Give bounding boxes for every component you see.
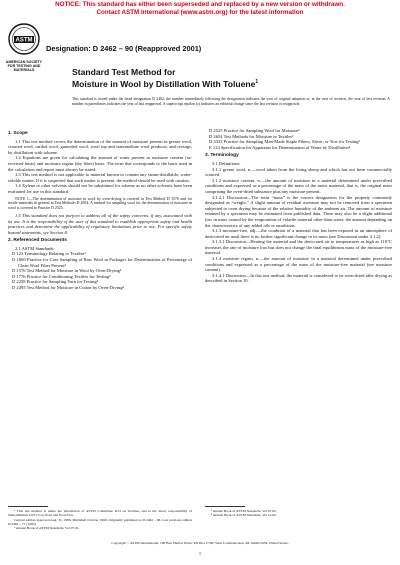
paragraph-1-4: 1.4 Xylene or other solvents should not be substituted for toluene as no other solvents have been evaluated for use in this standard. (8, 183, 192, 194)
section-referenced-documents-heading: 2. Referenced Documents (8, 238, 67, 244)
section-scope-heading: 1. Scope (8, 131, 28, 136)
reference-item: D 1776 Practice for Conditioning Textiles for Testing² (12, 273, 111, 279)
reference-item: D 2654 Test Methods for Moisture in Textiles² (209, 133, 294, 139)
title-text: Moisture in Wool by Distillation With Toluene (72, 79, 256, 90)
paragraph-3-1-2-1: 3.1.2.1 Discussion—The term “mass” is the correct designation for the property commonly designated as “weight.” A slight amount of residual moisture may not be removed from a specimen subjected to oven drying because of the relative humidity of the ambient air. The amount of moisture retained by a specimen may be estimated from published data. There may also be a slight additional loss in mass caused by the evaporation of volatile material other than water, the amount depending on the characteristics of any added oils or emulsions. (205, 194, 392, 228)
footnote: ⁴ Annual Book of ASTM Standards, Vol 14.02. (211, 513, 277, 518)
paragraph-2-1: 2.1 ASTM Standards: (15, 245, 55, 251)
designation: Designation: D 2462 – 90 (Reapproved 2001) (46, 44, 202, 53)
paragraph-1-3: 1.3 This test method is not applicable to material known to contain any steam-distillable, water-soluble matter. If it is suspected that such matter is present, the method should be used with caution. (8, 172, 192, 183)
reference-item: D 2525 Practice for Sampling Wool for Moisture² (209, 128, 300, 133)
paragraph-3-1-4: 3.1.4 moisture regain, n.—the amount of moisture in a material determined under prescribed conditions and expressed as a percentage of the mass of the moisture-free material (see moisture content). (205, 256, 392, 273)
paragraph-1-5: 1.5 This standard does not purport to address all of the safety concerns, if any, associated with its use. It is the responsibility of the user of this standard to establish appropriate safety and health practices and determine the applicability of regulatory limitations prior to use. For specific safety hazard statements, see Section 8. (8, 212, 192, 235)
reference-item: D 2495 Test Method for Moisture in Cotton by Oven-Drying² (12, 285, 124, 291)
notice-line-1: NOTICE: This standard has either been superseded and replaced by a new version or withdrawn. (55, 1, 345, 8)
reference-item: D 1576 Test Method for Moisture in Wool by Oven-Drying² (12, 268, 122, 274)
footnote: ³ Annual Book of ASTM Standards, Vol 07.02. (211, 509, 277, 513)
paragraph-3-1-3: 3.1.3 moisture-free, adj.—the condition of a material that has been exposed in an atmosphere of desiccated air until there is no further significant change in its mass (see Discussion under 3.1.2) (205, 228, 392, 239)
reference-item: E 123 Specification for Apparatus for Determination of Water by Distillation⁴ (209, 144, 351, 150)
logo-caption (5, 60, 43, 72)
issuance-statement: This standard is issued under the fixed designation D 2462; the number immediately following the designation indicates the year of original adoption or, in the case of revision, the year of last revision. A number in parentheses indicates the year of last reapproval. A superscript epsilon (ε) indicates an editorial change since the last revision or reapproval. (72, 97, 390, 106)
footnote-divider-right (205, 506, 245, 507)
reference-item: D 2258 Practice for Sampling Yarn for Testing² (12, 279, 99, 285)
right-column (205, 128, 392, 284)
paragraph-3-1-4-1: 3.1.4.1 Discussion—In this test method, the material is considered to be oven-dried after drying as described in Section 10. (205, 272, 392, 284)
title-footnote-mark: 1 (255, 79, 259, 86)
footnote: ¹ This test method is under the jurisdiction of ASTM Committee D13 on Textiles, and is the direct responsibility of Subcommittee D13.13 on Wool and Wool Felt. (8, 509, 192, 518)
document-title (72, 67, 392, 89)
paragraph-3-1: 3.1 Definitions: (212, 160, 241, 166)
copyright-line: Copyright © ASTM International, 100 Barr Harbor Drive, PO Box C700, West Conshohocken, PA 19428-2959, United States. (111, 541, 289, 545)
title-line-2 (72, 77, 392, 89)
reference-item: D 1060 Practice for Core Sampling of Raw Wool in Packages for Determination of Percentage of Clean Wool Fiber Present² (12, 257, 192, 268)
left-column (8, 128, 192, 291)
footnote-divider-left (8, 506, 48, 507)
title-line-1: Standard Test Method for (72, 67, 176, 77)
paragraph-1-2: 1.2 Equations are given for calculating the amount of water present as moisture content (as-received basis) and moisture regain (dry fiber) basis. The term that corresponds to the basis used in the calculation and report must always be stated. (8, 155, 192, 172)
logo-text: ASTM (15, 37, 33, 44)
astm-logo-icon (8, 23, 40, 59)
reference-item: D 3333 Practice for Sampling Man-Made Staple Fibers, Sliver, or Tow for Testing³ (209, 139, 360, 145)
section-terminology-heading: 3. Terminology (205, 153, 239, 159)
paragraph-3-1-1: 3.1.1 grease wool, n.—wool taken from the living sheep and which has not been commercially scoured. (205, 166, 392, 178)
footnotes-right (205, 509, 392, 518)
logo-caption-1: AMERICAN SOCIETY FOR TESTING AND MATERIALS (5, 60, 43, 72)
footnote: ² Annual Book of ASTM Standards, Vol 07.01. (14, 526, 80, 531)
paragraph-3-1-2: 3.1.2 moisture content, n.—the amount of moisture in a material determined under prescribed conditions and expressed as a percentage of the mass of the moist material, that is, the original mass comprising the oven-dried substance plus any moisture present. (205, 177, 392, 194)
paragraph-1-1: 1.1 This test method covers the determination of the amount of moisture present in grease wool, scoured wool, carded wool, garnetted wool, wool top and intermediate wool products, and rovings, by distillation with toluene. (8, 138, 192, 155)
reference-item: D 123 Terminology Relating to Textiles² (12, 251, 86, 257)
paragraph-3-1-3-1: 3.1.3.1 Discussion—Heating the material and the desiccated air to temperatures as high as 110°C increases the rate of moisture loss but does not change the final equilibrium mass of the moisture-free material. (205, 239, 392, 256)
page-number: 1 (198, 551, 202, 556)
note-1: NOTE 1—The determination of moisture in wool by oven-drying is covered in Test Method D 1576 and for textile materials in general in Test Methods D 2654. A method for sampling wool for the determination of moisture in wool is covered in Practice D 2525. (8, 196, 192, 211)
notice-line-2: Contact ASTM International (www.astm.org) for the latest information (96, 8, 304, 16)
supersede-notice (0, 1, 400, 16)
footnotes-left (8, 509, 192, 530)
footnote: Current edition approved Aug. 31, 1990. Published October 1990. Originally published as D 2462 – 66. Last previous edition D 2462 – 77 (1983). (8, 517, 192, 526)
